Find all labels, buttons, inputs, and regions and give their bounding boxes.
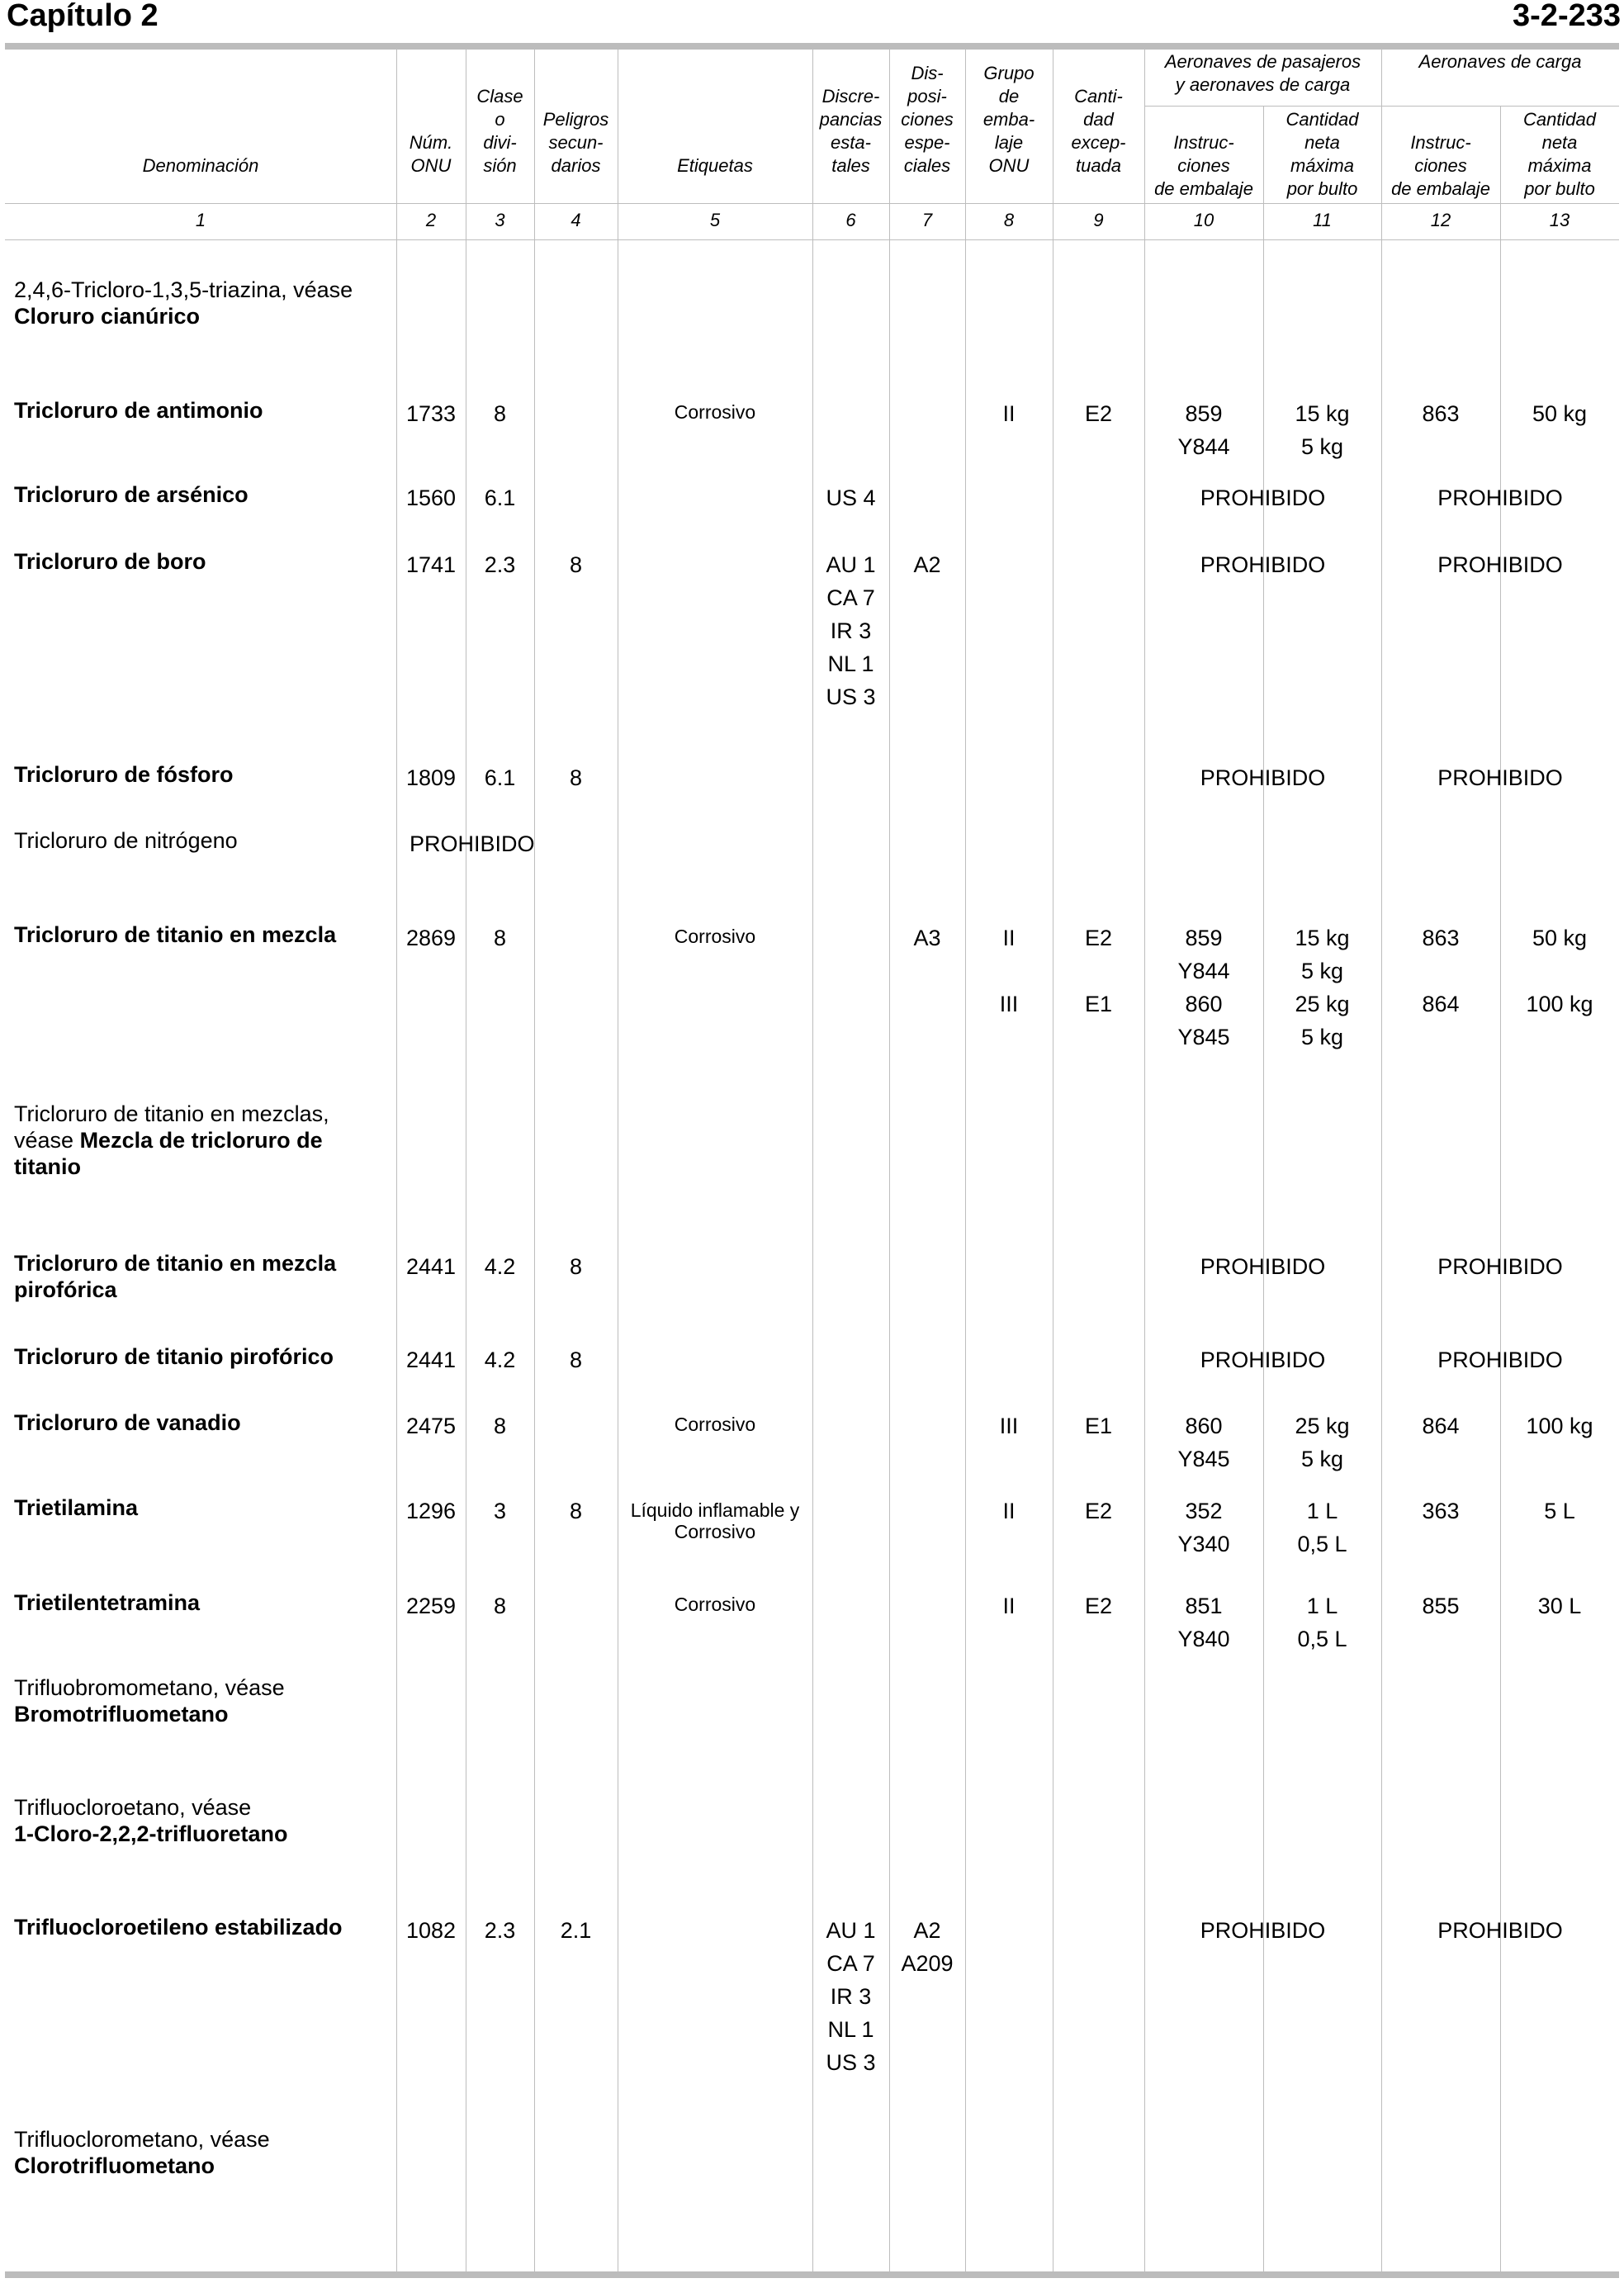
- entry-name: Tricloruro de titanio en mezcla: [14, 922, 337, 947]
- col-header-etiquetas: Etiquetas: [677, 155, 753, 176]
- hazard-label: Corrosivo: [674, 1414, 756, 1435]
- entry-name: Tricloruro de fósforo: [14, 762, 234, 787]
- chapter-title: Capítulo 2: [7, 0, 159, 33]
- cargo-packing-instruction: 863: [1422, 401, 1460, 426]
- col-header-grupo: Grupo de emba- laje ONU: [982, 63, 1035, 176]
- max-quantity: 15 kg: [1295, 401, 1350, 426]
- packing-instruction: Y340: [1177, 1532, 1230, 1556]
- un-number: 1733: [405, 401, 457, 426]
- cargo-max-quantity: 50 kg: [1532, 401, 1588, 426]
- un-number: 1082: [405, 1918, 457, 1943]
- entry-name: Trietilamina: [14, 1495, 139, 1520]
- max-quantity: 1 L: [1306, 1594, 1338, 1618]
- state-variation: US 3: [826, 684, 876, 709]
- packing-instruction: Y845: [1177, 1447, 1230, 1471]
- forbidden-passenger: PROHIBIDO: [1200, 1254, 1326, 1279]
- class-division: 6.1: [484, 765, 516, 790]
- entry-name: Trifluoclorometano, véase Clorotrifluometano: [14, 2127, 270, 2178]
- col-number: 2: [425, 210, 437, 230]
- un-number: 1560: [405, 485, 457, 510]
- forbidden-passenger: PROHIBIDO: [1200, 485, 1326, 510]
- un-number: 2441: [405, 1254, 457, 1279]
- packing-instruction: 859: [1185, 401, 1223, 426]
- col-header-cantidad-exceptuada: Canti- dad excep- tuada: [1071, 86, 1126, 176]
- packing-group: II: [1002, 1499, 1016, 1523]
- col-number: 11: [1313, 210, 1332, 230]
- subsidiary-hazard: 8: [569, 1499, 583, 1523]
- special-provision: A2: [913, 552, 941, 577]
- subsidiary-hazard: 2.1: [560, 1918, 592, 1943]
- max-quantity: 25 kg: [1295, 992, 1350, 1016]
- class-division: 6.1: [484, 485, 516, 510]
- forbidden-cargo: PROHIBIDO: [1437, 485, 1563, 510]
- packing-group: II: [1002, 926, 1016, 950]
- class-division: 3: [493, 1499, 507, 1523]
- max-quantity: 5 kg: [1300, 1025, 1344, 1049]
- forbidden-passenger: PROHIBIDO: [1200, 1918, 1326, 1943]
- max-quantity: 5 kg: [1300, 1447, 1344, 1471]
- class-division: 4.2: [484, 1254, 516, 1279]
- col-number: 3: [495, 210, 505, 230]
- max-quantity: 0,5 L: [1297, 1627, 1347, 1651]
- class-division: 8: [493, 401, 507, 426]
- packing-instruction: Y844: [1177, 434, 1230, 459]
- forbidden-cargo: PROHIBIDO: [1437, 1348, 1563, 1372]
- excepted-quantity: E2: [1084, 1499, 1113, 1523]
- state-variation: NL 1: [827, 2017, 874, 2042]
- state-variation: US 4: [826, 485, 876, 510]
- max-quantity: 1 L: [1306, 1499, 1338, 1523]
- excepted-quantity: E2: [1084, 1594, 1113, 1618]
- col-number: 1: [195, 210, 206, 230]
- col-header-denominacion: Denominación: [142, 155, 259, 176]
- col-header-discrepancias: Discre- pancias esta- tales: [819, 86, 883, 176]
- cargo-max-quantity: 50 kg: [1532, 926, 1588, 950]
- cargo-packing-instruction: 863: [1422, 926, 1460, 950]
- cargo-max-quantity: 100 kg: [1526, 1414, 1593, 1438]
- special-provision: A3: [913, 926, 941, 950]
- entry-name: Tricloruro de titanio en mezclas, véase Mezcla de tricloruro de titanio: [14, 1101, 329, 1179]
- un-number: 1296: [405, 1499, 457, 1523]
- packing-instruction: 859: [1185, 926, 1223, 950]
- entry-name: Tricloruro de titanio en mezcla pirofórica: [14, 1251, 337, 1302]
- cargo-packing-instruction: 855: [1422, 1594, 1460, 1618]
- page-number: 3-2-233: [1513, 0, 1621, 33]
- class-division: 8: [493, 1414, 507, 1438]
- packing-group: II: [1002, 1594, 1016, 1618]
- cargo-packing-instruction: 864: [1422, 1414, 1460, 1438]
- special-provision: A2: [913, 1918, 941, 1943]
- packing-instruction: 352: [1185, 1499, 1223, 1523]
- class-division: 8: [493, 926, 507, 950]
- class-division: 2.3: [484, 1918, 516, 1943]
- col-number: 6: [845, 210, 856, 230]
- state-variation: IR 3: [830, 1984, 872, 2009]
- max-quantity: 5 kg: [1300, 959, 1344, 983]
- class-division: 2.3: [484, 552, 516, 577]
- col-header-clase: Clase o divi- sión: [476, 86, 523, 176]
- cargo-max-quantity: 5 L: [1544, 1499, 1575, 1523]
- packing-instruction: 851: [1185, 1594, 1223, 1618]
- packing-instruction: Y845: [1177, 1025, 1230, 1049]
- packing-instruction: 860: [1185, 992, 1223, 1016]
- entry-name: 2,4,6-Tricloro-1,3,5-triazina, véase Cloruro cianúrico: [14, 277, 353, 329]
- forbidden-cargo: PROHIBIDO: [1437, 1918, 1563, 1943]
- packing-group: III: [999, 992, 1019, 1016]
- col-number: 10: [1193, 210, 1214, 230]
- col-header-num-onu: Núm. ONU: [409, 132, 453, 176]
- hazard-label: Corrosivo: [674, 401, 756, 423]
- state-variation: CA 7: [826, 585, 875, 610]
- excepted-quantity: E2: [1084, 926, 1113, 950]
- col-number: 9: [1093, 210, 1104, 230]
- state-variation: IR 3: [830, 618, 872, 643]
- col-number: 4: [571, 210, 581, 230]
- max-quantity: 0,5 L: [1297, 1532, 1347, 1556]
- packing-instruction: Y840: [1177, 1627, 1230, 1651]
- entry-name: Trifluocloroetano, véase 1-Cloro-2,2,2-trifluoretano: [14, 1795, 288, 1846]
- entry-name: Tricloruro de antimonio: [14, 398, 263, 423]
- entry-name: Trietilentetramina: [14, 1590, 201, 1615]
- special-provision: A209: [901, 1951, 954, 1976]
- un-number: 2475: [405, 1414, 457, 1438]
- un-number: 2441: [405, 1348, 457, 1372]
- entry-name: Tricloruro de titanio pirofórico: [14, 1344, 334, 1369]
- packing-instruction: 860: [1185, 1414, 1223, 1438]
- entry-name: Tricloruro de nitrógeno: [14, 828, 238, 853]
- max-quantity: 15 kg: [1295, 926, 1350, 950]
- forbidden-passenger: PROHIBIDO: [1200, 1348, 1326, 1372]
- forbidden-cargo: PROHIBIDO: [1437, 765, 1563, 790]
- col-header-peligros: Peligros secun- darios: [542, 109, 609, 176]
- cargo-packing-instruction: 864: [1422, 992, 1460, 1016]
- subsidiary-hazard: 8: [569, 552, 583, 577]
- max-quantity: 25 kg: [1295, 1414, 1350, 1438]
- cargo-max-quantity: 30 L: [1537, 1594, 1582, 1618]
- packing-group: II: [1002, 401, 1016, 426]
- state-variation: AU 1: [826, 1918, 876, 1943]
- state-variation: AU 1: [826, 552, 876, 577]
- un-number: 2259: [405, 1594, 457, 1618]
- col-number: 12: [1430, 210, 1451, 230]
- forbidden-passenger: PROHIBIDO: [1200, 552, 1326, 577]
- cargo-max-quantity: 100 kg: [1526, 992, 1593, 1016]
- subsidiary-hazard: 8: [569, 1254, 583, 1279]
- col-header-instrucciones-carga: Instruc- ciones de embalaje: [1391, 132, 1490, 199]
- cargo-packing-instruction: 363: [1422, 1499, 1460, 1523]
- excepted-quantity: E1: [1084, 1414, 1113, 1438]
- excepted-quantity: E1: [1084, 992, 1113, 1016]
- state-variation: NL 1: [827, 651, 874, 676]
- un-number: 2869: [405, 926, 457, 950]
- col-header-instrucciones-pasajeros: Instruc- ciones de embalaje: [1154, 132, 1253, 199]
- hazard-label: Líquido inflamable y Corrosivo: [630, 1499, 800, 1542]
- col-header-disposiciones: Dis- posi- ciones espe- ciales: [901, 63, 954, 176]
- hazard-label: Corrosivo: [674, 1594, 756, 1615]
- entry-name: Tricloruro de boro: [14, 549, 206, 574]
- forbidden-passenger: PROHIBIDO: [1200, 765, 1326, 790]
- un-number: 1809: [405, 765, 457, 790]
- forbidden-entry: PROHIBIDO: [410, 831, 535, 856]
- excepted-quantity: E2: [1084, 401, 1113, 426]
- state-variation: US 3: [826, 2050, 876, 2075]
- col-number: 8: [1003, 210, 1015, 230]
- entry-name: Trifluocloroetileno estabilizado: [14, 1915, 343, 1940]
- entry-name: Tricloruro de arsénico: [14, 482, 249, 507]
- bottom-rule: [5, 2271, 1619, 2278]
- forbidden-cargo: PROHIBIDO: [1437, 552, 1563, 577]
- class-division: 8: [493, 1594, 507, 1618]
- col-number: 7: [921, 210, 933, 230]
- entry-name: Tricloruro de vanadio: [14, 1410, 241, 1435]
- max-quantity: 5 kg: [1300, 434, 1344, 459]
- hazard-label: Corrosivo: [674, 926, 756, 947]
- col-number: 13: [1549, 210, 1570, 230]
- un-number: 1741: [405, 552, 457, 577]
- packing-group: III: [999, 1414, 1019, 1438]
- col-number: 5: [709, 210, 721, 230]
- col-header-pasajeros: Aeronaves de pasajeros y aeronaves de carga: [1164, 51, 1361, 95]
- class-division: 4.2: [484, 1348, 516, 1372]
- forbidden-cargo: PROHIBIDO: [1437, 1254, 1563, 1279]
- entry-name: Trifluobromometano, véase Bromotrifluometano: [14, 1675, 285, 1726]
- col-header-cantidad-carga: Cantidad neta máxima por bulto: [1522, 109, 1597, 199]
- state-variation: CA 7: [826, 1951, 875, 1976]
- subsidiary-hazard: 8: [569, 765, 583, 790]
- subsidiary-hazard: 8: [569, 1348, 583, 1372]
- packing-instruction: Y844: [1177, 959, 1230, 983]
- col-header-carga: Aeronaves de carga: [1418, 51, 1582, 72]
- col-header-cantidad-pasajeros: Cantidad neta máxima por bulto: [1285, 109, 1359, 199]
